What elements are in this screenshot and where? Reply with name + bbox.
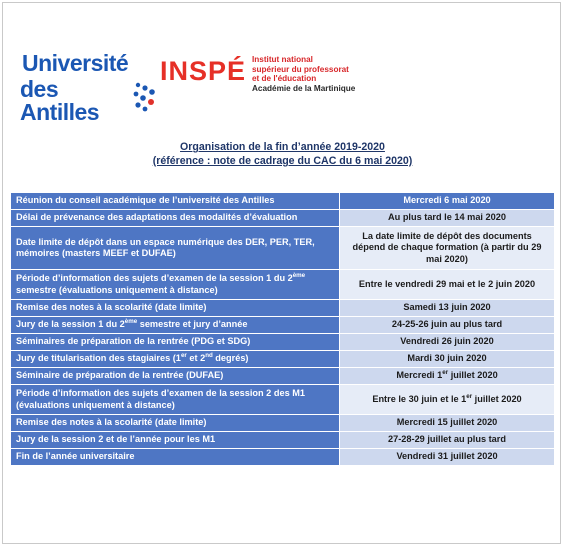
row-value: Mercredi 15 juillet 2020 [340,415,555,432]
row-label: Délai de prévenance des adaptations des modalités d’évaluation [11,210,340,227]
row-label: Date limite de dépôt dans un espace numérique des DER, PER, TER, mémoires (masters MEEF et DUFAE) [11,227,340,270]
row-label: Jury de la session 1 du 2ème semestre et jury d’année [11,317,340,334]
row-label: Remise des notes à la scolarité (date limite) [11,415,340,432]
table-row [11,210,555,227]
row-value: 27-28-29 juillet au plus tard [340,432,555,449]
table-row [11,385,555,415]
table-row [11,193,555,210]
univ-logo-line2: des Antilles [20,76,100,125]
row-value: Mercredi 1er juillet 2020 [340,368,555,385]
row-value: La date limite de dépôt des documents dépend de chaque formation (à partir du 29 mai 2020) [340,227,555,270]
table-row [11,227,555,270]
row-label: Période d’information des sujets d’examen de la session 2 des M1 (évaluations uniquement à distance) [11,385,340,415]
row-label: Période d’information des sujets d’examen de la session 1 du 2ème semestre (évaluations uniquement à distance) [11,270,340,300]
row-value: Entre le vendredi 29 mai et le 2 juin 2020 [340,270,555,300]
ordinal-suffix: ème [292,271,306,279]
row-value: Au plus tard le 14 mai 2020 [340,210,555,227]
ordinal-suffix: er [442,369,449,377]
row-value: Mercredi 6 mai 2020 [340,193,555,210]
inspe-line: Institut national [252,55,313,64]
schedule-table-body [11,193,555,466]
ordinal-suffix: ème [124,318,138,326]
schedule-table [10,192,555,466]
table-row [11,368,555,385]
inspe-logo-text [252,55,355,93]
row-value: Entre le 30 juin et le 1er juillet 2020 [340,385,555,415]
inspe-line: et de l'éducation [252,74,317,84]
ordinal-suffix: er [180,352,187,360]
row-label: Remise des notes à la scolarité (date limite) [11,300,340,317]
ordinal-suffix: er [466,392,473,400]
table-row [11,317,555,334]
inspe-logo [160,52,380,100]
row-label: Séminaire de préparation de la rentrée (DUFAE) [11,368,340,385]
document-title [0,140,565,168]
row-label: Jury de la session 2 et de l’année pour les M1 [11,432,340,449]
row-value: Mardi 30 juin 2020 [340,351,555,368]
inspe-line: supérieur du professorat [252,64,349,74]
row-value: Vendredi 26 juin 2020 [340,334,555,351]
row-label: Fin de l’année universitaire [11,449,340,466]
row-value: Vendredi 31 juillet 2020 [340,449,555,466]
row-label: Réunion du conseil académique de l’université des Antilles [11,193,340,210]
row-label: Séminaires de préparation de la rentrée (PDG et SDG) [11,334,340,351]
table-row [11,432,555,449]
univ-logo-line1: Université [22,50,129,76]
table-row [11,351,555,368]
univ-logo-dots-icon [132,80,162,114]
ordinal-suffix: nd [205,352,213,360]
table-row [11,270,555,300]
universite-des-antilles-logo [14,40,134,125]
row-value: 24-25-26 juin au plus tard [340,317,555,334]
table-row [11,300,555,317]
title-line2: (référence : note de cadrage du CAC du 6 mai 2020) [152,155,413,167]
table-row [11,449,555,466]
inspe-line: Académie de la Martinique [252,83,356,93]
table-row [11,415,555,432]
title-line1: Organisation de la fin d’année 2019-2020 [180,141,385,153]
row-label: Jury de titularisation des stagiaires (1er et 2nd degrés) [11,351,340,368]
row-value: Samedi 13 juin 2020 [340,300,555,317]
table-row [11,334,555,351]
inspe-logo-word: INSPÉ [160,56,247,86]
